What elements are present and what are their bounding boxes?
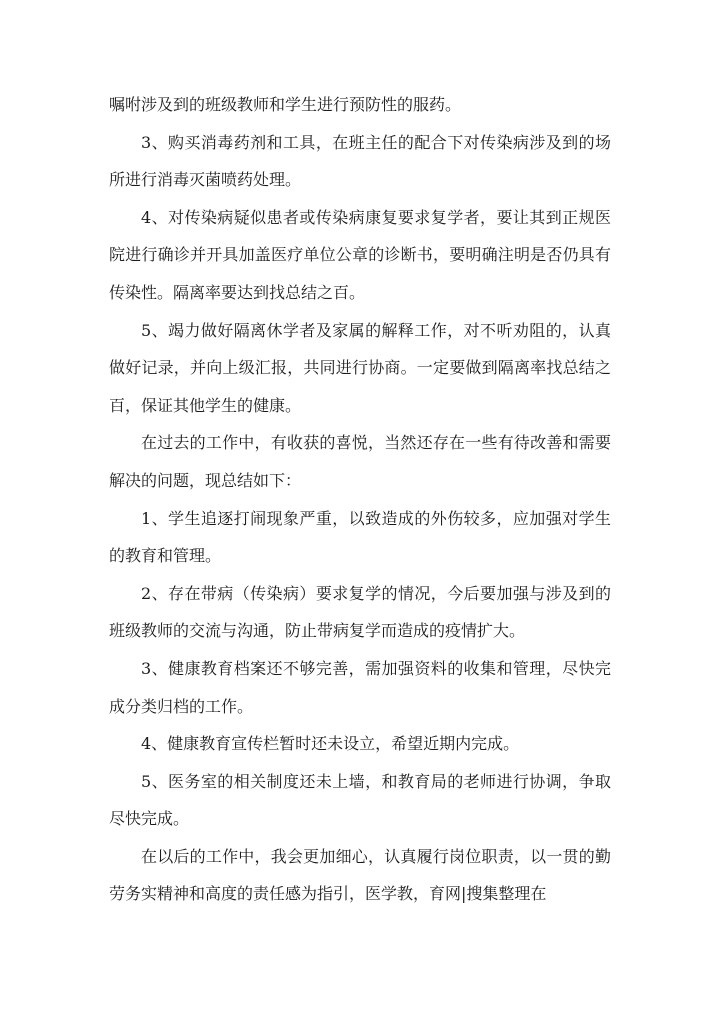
paragraph-2: 3、购买消毒药剂和工具，在班主任的配合下对传染病涉及到的场所进行消毒灭菌喷药处理。 bbox=[109, 132, 611, 190]
paragraph-7: 2、存在带病（传染病）要求复学的情况，今后要加强与涉及到的班级教师的交流与沟通，防止带病复学而造成的疫情扩大。 bbox=[109, 583, 611, 641]
paragraph-4: 5、竭力做好隔离休学者及家属的解释工作，对不听劝阻的，认真做好记录，并向上级汇报，共同进行协商。一定要做到隔离率找总结之百，保证其他学生的健康。 bbox=[109, 320, 611, 415]
paragraph-6: 1、学生追逐打闹现象严重，以致造成的外伤较多，应加强对学生的教育和管理。 bbox=[109, 508, 611, 566]
paragraph-10: 5、医务室的相关制度还未上墙，和教育局的老师进行协调，争取尽快完成。 bbox=[109, 771, 611, 829]
paragraph-11: 在以后的工作中，我会更加细心，认真履行岗位职责，以一贯的勤劳务实精神和高度的责任感为指引，医学教，育网|搜集整理在 bbox=[109, 846, 611, 904]
paragraph-9: 4、健康教育宣传栏暂时还未设立，希望近期内完成。 bbox=[141, 734, 520, 754]
paragraph-3: 4、对传染病疑似患者或传染病康复要求复学者，要让其到正规医院进行确诊并开具加盖医疗单位公章的诊断书，要明确注明是否仍具有传染性。隔离率要达到找总结之百。 bbox=[109, 207, 611, 302]
paragraph-8: 3、健康教育档案还不够完善，需加强资料的收集和管理，尽快完成分类归档的工作。 bbox=[109, 658, 611, 716]
paragraph-5: 在过去的工作中，有收获的喜悦，当然还存在一些有待改善和需要解决的问题，现总结如下： bbox=[109, 433, 611, 490]
body-text bbox=[109, 86, 611, 913]
paragraph-1: 嘱咐涉及到的班级教师和学生进行预防性的服药。 bbox=[109, 95, 462, 114]
